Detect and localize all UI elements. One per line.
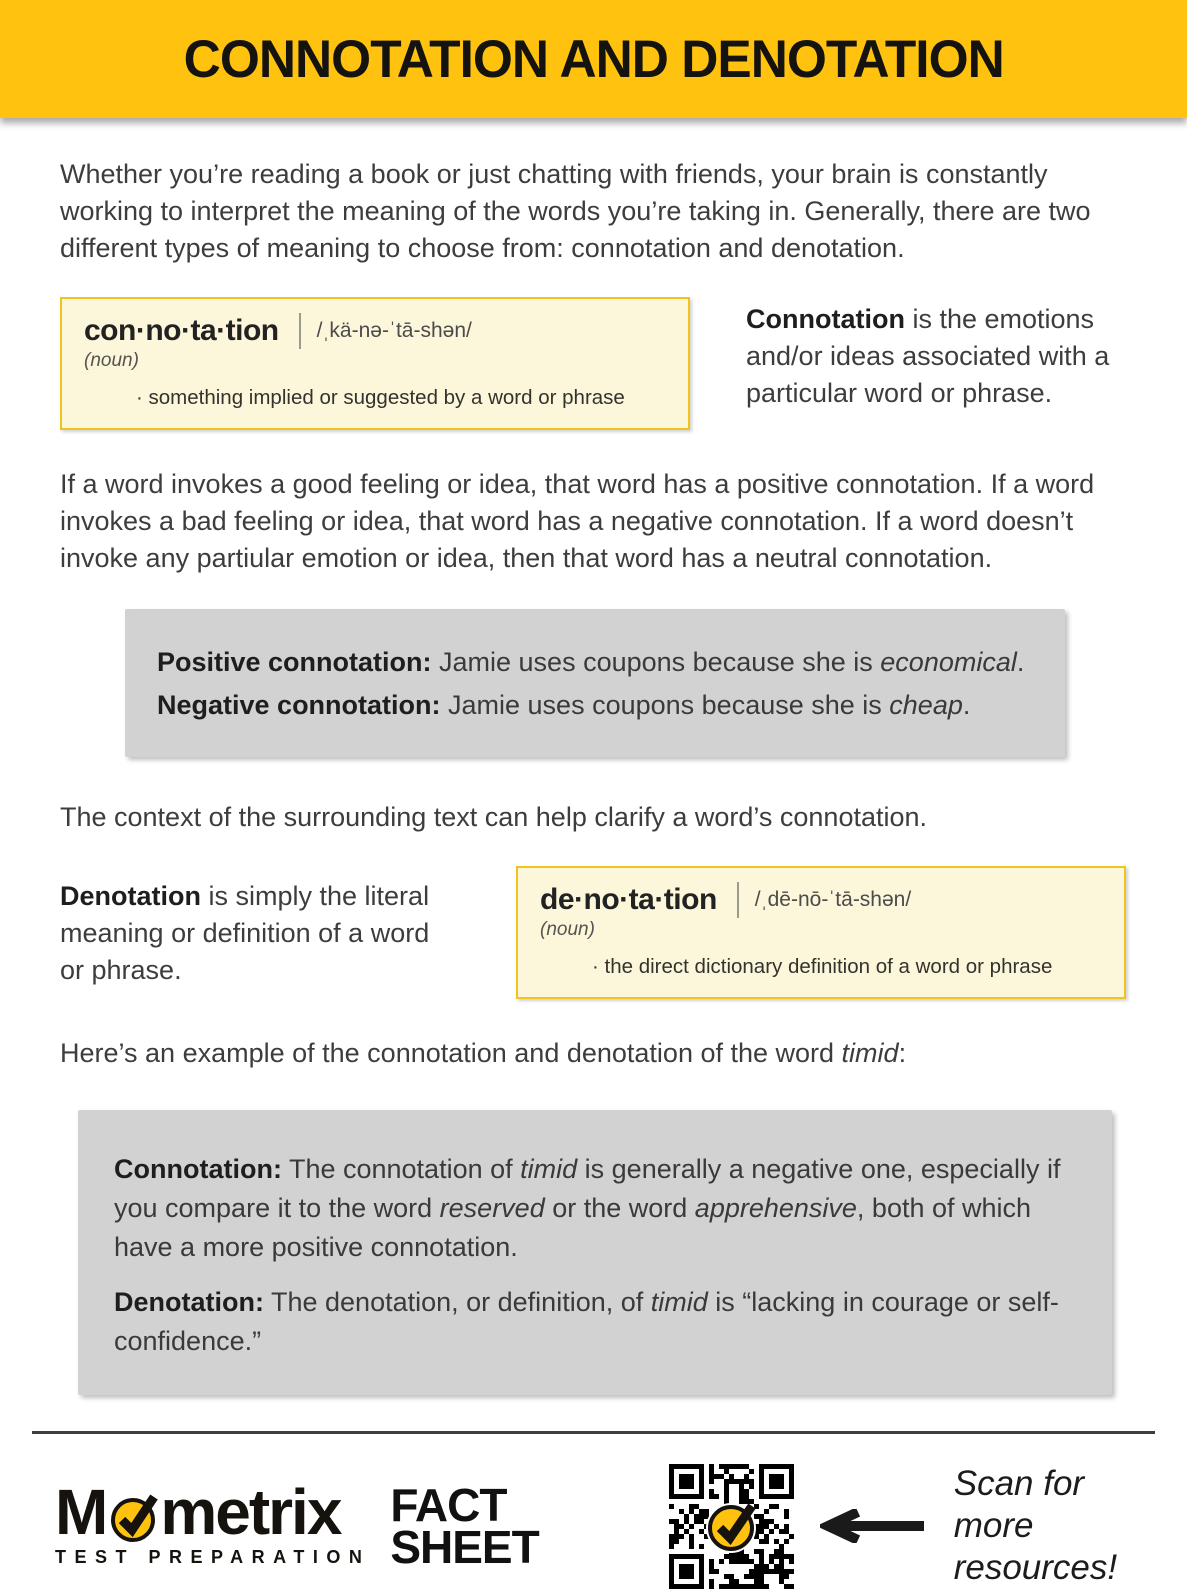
- timid-connotation-r3: or the word: [544, 1193, 695, 1223]
- connotation-summary-rest: is the emotions and/or ideas associated with a particular word or phrase.: [746, 304, 1110, 408]
- intro-paragraph: Whether you’re reading a book or just chatting with friends, your brain is constantly working to interpret the meaning of the words you’re taking in. Generally, there are two different types of meaning to choose from: connotation and denotation.: [60, 159, 1091, 263]
- negative-tail: .: [962, 690, 971, 720]
- timid-connotation-i1: timid: [520, 1154, 578, 1184]
- mometrix-logo: [55, 1475, 371, 1569]
- fact-sheet-wordmark: [390, 1478, 539, 1573]
- negative-italic-word: cheap: [889, 690, 963, 720]
- timid-example-box: [78, 1110, 1112, 1395]
- negative-body: Jamie uses coupons because she is: [440, 690, 890, 720]
- mometrix-wordmark: [55, 1475, 370, 1548]
- timid-connotation-i2: reserved: [439, 1193, 545, 1223]
- example-intro: [60, 1035, 1130, 1072]
- logo-tagline: TEST PREPARATION: [55, 1547, 371, 1568]
- denotation-summary-rest: is simply the literal meaning or definition of a word or phrase.: [60, 881, 430, 985]
- timid-denotation: [114, 1283, 1076, 1361]
- denotation-row: [60, 866, 1130, 999]
- definition-bullet: · the direct dictionary definition of a word or phrase: [592, 955, 1053, 978]
- example-negative: [157, 684, 1035, 727]
- qr-code: [669, 1464, 794, 1589]
- positive-tail: .: [1016, 647, 1025, 677]
- definition-headrow: [84, 313, 666, 349]
- negative-label: Negative connotation:: [157, 690, 441, 720]
- timid-connotation-r4: , both of which have a more positive connotation.: [114, 1193, 1032, 1262]
- scan-line1: Scan for more: [953, 1464, 1085, 1545]
- denotation-summary-lead: Denotation: [60, 881, 201, 911]
- denotation-definition-card: [516, 866, 1126, 999]
- example-intro-r2: :: [898, 1038, 907, 1068]
- page-title: CONNOTATION AND DENOTATION: [183, 29, 1004, 89]
- definition-separator: [299, 313, 301, 349]
- definition-pronunciation: /ˌdē-nō-ˈtā-shən/: [754, 888, 912, 911]
- timid-denotation-r1: The denotation, or definition, of: [263, 1287, 651, 1317]
- left-arrow-icon: [820, 1509, 928, 1543]
- definition-headrow: [540, 882, 1102, 918]
- connotation-summary: [746, 301, 1118, 430]
- example-positive: [157, 641, 1035, 684]
- definition-part-of-speech: (noun): [84, 350, 139, 371]
- fact-line: FACT: [390, 1478, 507, 1531]
- definition-separator: [737, 882, 739, 918]
- page-body: [0, 156, 1187, 1395]
- timid-connotation-i3: apprehensive: [694, 1193, 857, 1223]
- timid-connotation-r2: is generally a negative one, especially if you compare it to the word: [114, 1154, 1061, 1223]
- qr-center-checkmark-icon: [703, 1498, 759, 1554]
- definition-headword: con·no·ta·tion: [84, 314, 279, 347]
- definition-bullet: · something implied or suggested by a word or phrase: [136, 386, 625, 409]
- logo-letters-metrix: metrix: [160, 1475, 341, 1548]
- definition-pronunciation: /ˌkä-nə-ˈtā-shən/: [316, 319, 472, 342]
- denotation-summary: [60, 878, 460, 999]
- definition-headword: de·no·ta·tion: [540, 883, 717, 916]
- connotation-summary-lead: Connotation: [746, 304, 905, 334]
- timid-connotation-r1: The connotation of: [281, 1154, 521, 1184]
- header-banner: [0, 0, 1187, 118]
- body-paragraph: If a word invokes a good feeling or idea, that word has a positive connotation. If a word invokes a bad feeling or idea, that word has a negative connotation. If a word doesn’t invoke any partiular emotion or idea, then that word has a neutral connotation.: [60, 469, 1095, 573]
- timid-connotation: [114, 1150, 1076, 1267]
- positive-label: Positive connotation:: [157, 647, 432, 677]
- positive-italic-word: economical: [880, 647, 1017, 677]
- scan-line2: resources!: [953, 1548, 1118, 1587]
- example-box: [125, 609, 1065, 757]
- footer: [0, 1460, 1187, 1592]
- example-intro-italic-word: timid: [841, 1038, 899, 1068]
- timid-denotation-r2: is “lacking in courage or self-confidence.”: [114, 1287, 1059, 1356]
- scan-cta: [954, 1463, 1139, 1589]
- example-intro-r1: Here’s an example of the connotation and denotation of the word: [60, 1038, 842, 1068]
- connotation-row: [60, 297, 1130, 430]
- footer-divider: [32, 1431, 1155, 1434]
- sheet-line: SHEET: [390, 1521, 539, 1573]
- positive-body: Jamie uses coupons because she is: [431, 647, 881, 677]
- checkmark-icon: [107, 1487, 159, 1543]
- timid-connotation-label: Connotation:: [114, 1154, 282, 1184]
- timid-denotation-i1: timid: [650, 1287, 708, 1317]
- definition-part-of-speech: (noun): [540, 919, 595, 940]
- context-paragraph: The context of the surrounding text can help clarify a word’s connotation.: [60, 802, 928, 832]
- connotation-definition-card: [60, 297, 690, 430]
- logo-letter-m: M: [55, 1475, 107, 1548]
- timid-denotation-label: Denotation:: [114, 1287, 264, 1317]
